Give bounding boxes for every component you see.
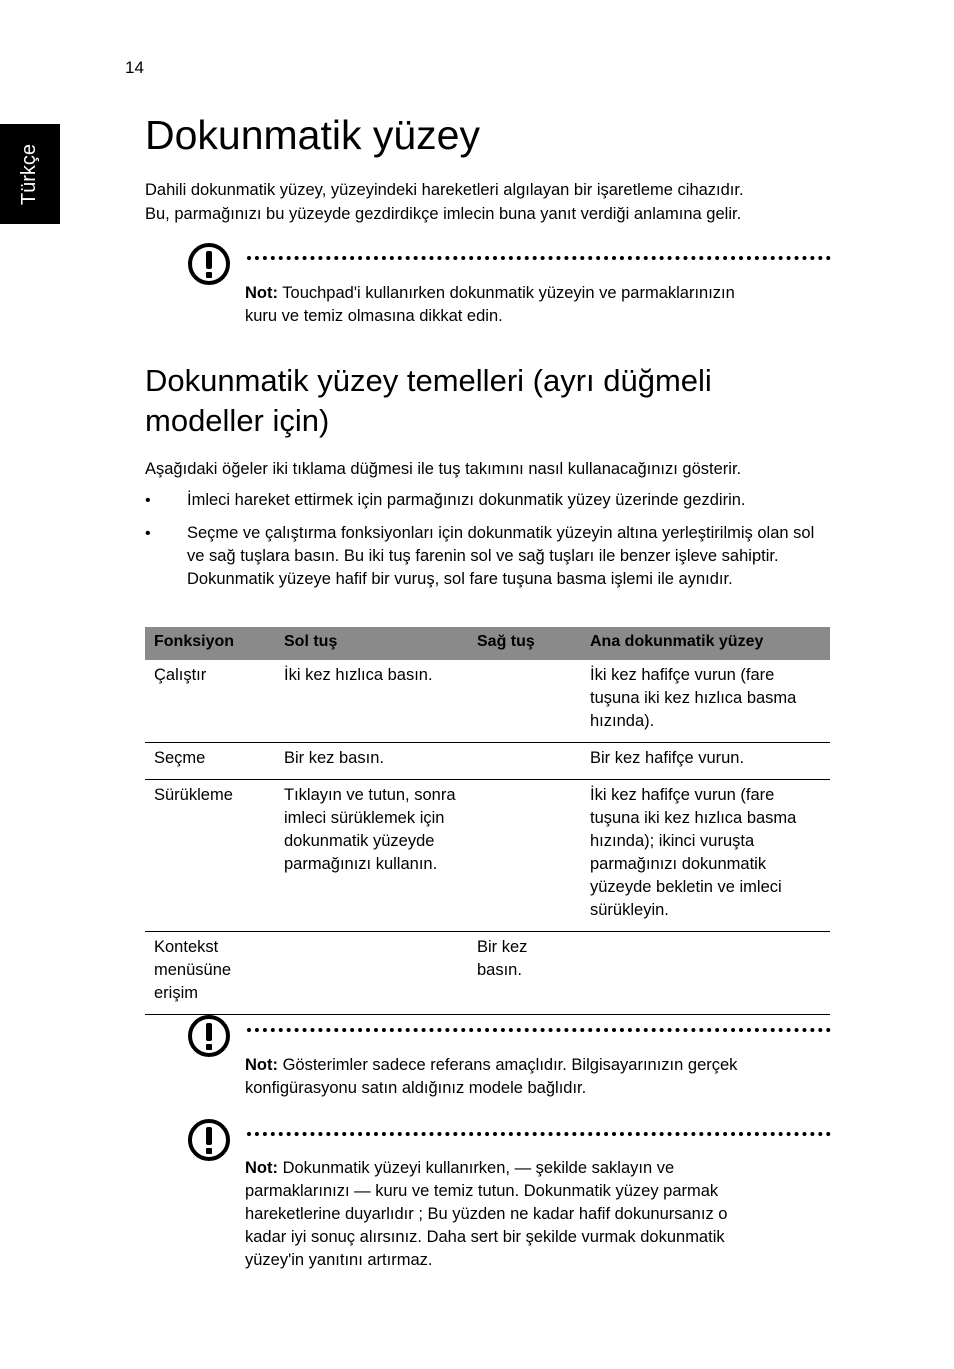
bullet-icon: • — [145, 492, 151, 509]
note-label: Not: — [245, 284, 278, 302]
section-heading-line-2: modeller için) — [145, 403, 330, 438]
note-line: Dokunmatik yüzeyi kullanırken, — şekilde saklayın ve — [277, 1159, 675, 1177]
table-cell: İki kez hafifçe vurun (fare tuşuna iki kez hızlıca basma hızında); ikinci vuruşta parmağınızı dokunmatik yüzeyde bekletin ve imleci sürükleyin. — [581, 780, 830, 932]
note-divider — [247, 1132, 831, 1136]
note-line: yüzey'in yanıtını artırmaz. — [245, 1251, 433, 1269]
column-header: Fonksiyon — [145, 627, 275, 660]
bullet-icon: • — [145, 525, 151, 542]
column-header: Ana dokunmatik yüzey — [581, 627, 830, 660]
note-box-2 — [185, 1014, 831, 1104]
table-row — [145, 932, 830, 1015]
function-table — [145, 627, 830, 1015]
note-line: konfigürasyonu satın aldığınız modele bağlıdır. — [245, 1079, 587, 1097]
bullet-list — [145, 489, 835, 601]
language-tab — [0, 124, 60, 224]
list-item-text: İmleci hareket ettirmek için parmağınızı dokunmatik yüzey üzerinde gezdirin. — [187, 491, 746, 509]
warning-icon — [187, 242, 231, 286]
note-line: kadar iyi sonuç alırsınız. Daha sert bir şekilde vurmak dokunmatik — [245, 1228, 725, 1246]
intro-line-2: Bu, parmağınızı bu yüzeyde gezdirdikçe imlecin buna yanıt verdiği anlamına gelir. — [145, 205, 742, 223]
table-cell — [468, 780, 581, 932]
table-row — [145, 780, 830, 932]
note-label: Not: — [245, 1159, 278, 1177]
warning-icon — [187, 1118, 231, 1162]
table-cell: Sürükleme — [145, 780, 275, 932]
page-number: 14 — [125, 58, 144, 77]
language-tab-label: Türkçe — [18, 143, 41, 205]
note-text-1 — [245, 282, 835, 328]
note-divider — [247, 1028, 831, 1032]
table-cell — [468, 743, 581, 780]
warning-icon — [187, 1014, 231, 1058]
note-text-3 — [245, 1157, 835, 1272]
table-cell: Bir kez basın. — [275, 743, 468, 780]
intro-paragraph — [145, 178, 744, 226]
note-line: kuru ve temiz olmasına dikkat edin. — [245, 307, 503, 325]
table-cell — [275, 932, 468, 1015]
table-row — [145, 660, 830, 743]
note-box-1 — [185, 242, 831, 332]
table-cell: Bir kez basın. — [468, 932, 581, 1015]
table-cell: Tıklayın ve tutun, sonra imleci sürüklemek için dokunmatik yüzeyde parmağınızı kullanın. — [275, 780, 468, 932]
note-line: Gösterimler sadece referans amaçlıdır. Bilgisayarınızın gerçek — [277, 1056, 738, 1074]
intro-line-1: Dahili dokunmatik yüzey, yüzeyindeki hareketleri algılayan bir işaretleme cihazıdır. — [145, 181, 744, 199]
section-heading-line-1: Dokunmatik yüzey temelleri (ayrı düğmeli — [145, 363, 712, 398]
table-cell — [468, 660, 581, 743]
note-box-3 — [185, 1118, 831, 1288]
note-divider — [247, 256, 831, 260]
note-line: hareketlerine duyarlıdır ; Bu yüzden ne kadar hafif dokunursanız o — [245, 1205, 728, 1223]
table-header-row — [145, 627, 830, 660]
list-item-text: Seçme ve çalıştırma fonksiyonları için dokunmatik yüzeyin altına yerleştirilmiş olan sol ve sağ tuşlara basın. Bu iki tuş farenin sol ve sağ tuşları ile benzer işleve sahiptir. Dokunmatik yüzeye hafif bir vuruş, sol fare tuşuna basma işlemi ile aynıdır. — [187, 524, 815, 588]
column-header: Sol tuş — [275, 627, 468, 660]
table-cell: Bir kez hafifçe vurun. — [581, 743, 830, 780]
note-label: Not: — [245, 1056, 278, 1074]
table-cell — [581, 932, 830, 1015]
list-item — [145, 489, 835, 512]
section-intro: Aşağıdaki öğeler iki tıklama düğmesi ile tuş takımını nasıl kullanacağınızı gösterir. — [145, 460, 742, 478]
table-cell: Kontekst menüsüne erişim — [145, 932, 275, 1015]
table-cell: Seçme — [145, 743, 275, 780]
note-line: Touchpad'i kullanırken dokunmatik yüzeyin ve parmaklarınızın — [277, 284, 735, 302]
page-title: Dokunmatik yüzey — [145, 112, 480, 158]
section-heading — [145, 361, 845, 441]
note-text-2 — [245, 1054, 835, 1100]
note-line: parmaklarınızı — kuru ve temiz tutun. Dokunmatik yüzey parmak — [245, 1182, 719, 1200]
table-cell: İki kez hızlıca basın. — [275, 660, 468, 743]
list-item — [145, 522, 835, 591]
column-header: Sağ tuş — [468, 627, 581, 660]
table-row — [145, 743, 830, 780]
table-cell: İki kez hafifçe vurun (fare tuşuna iki kez hızlıca basma hızında). — [581, 660, 830, 743]
table-cell: Çalıştır — [145, 660, 275, 743]
